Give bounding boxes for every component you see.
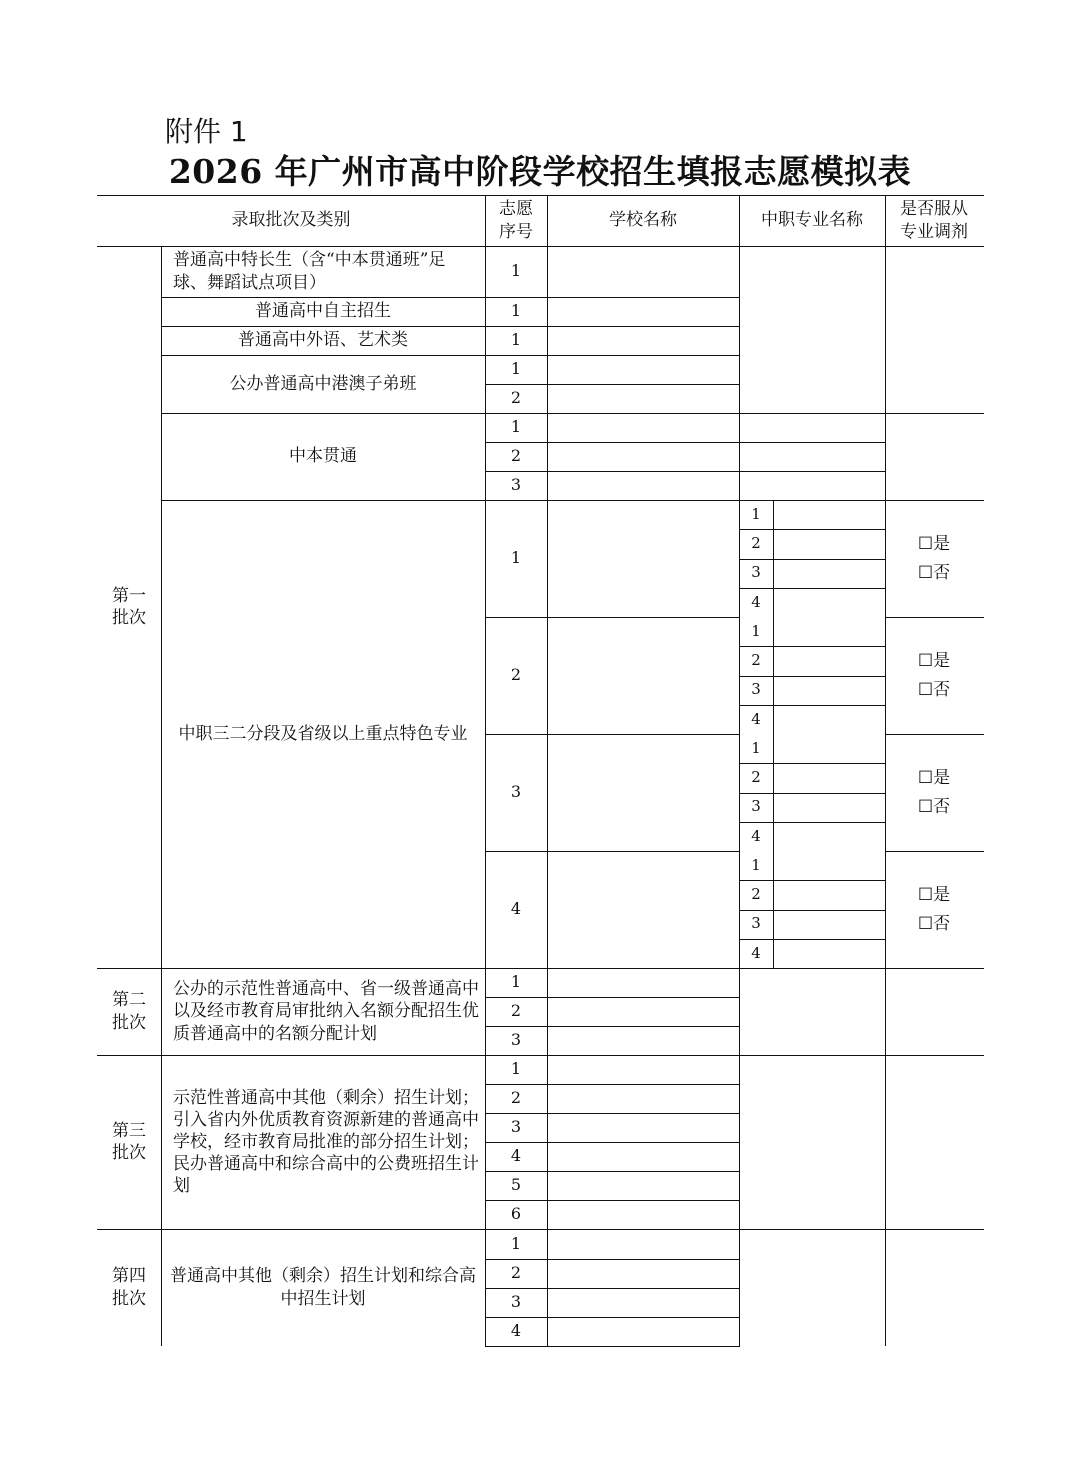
adjust-options <box>885 763 983 823</box>
major-row-line <box>739 413 984 414</box>
adjust-row-line <box>885 617 984 618</box>
major-name-field[interactable] <box>773 822 885 851</box>
batch-second: 第二 批次 <box>112 990 146 1033</box>
major-name-field[interactable] <box>773 646 885 675</box>
major-order-number: 2 <box>751 768 761 787</box>
school-name-field[interactable] <box>547 968 739 997</box>
order-number: 1 <box>510 548 522 568</box>
major-name-field[interactable] <box>773 559 885 588</box>
major-order-number: 2 <box>751 534 761 553</box>
category-language-arts: 普通高中外语、艺术类 <box>238 330 408 351</box>
major-order-number: 4 <box>751 592 761 611</box>
major-order-number: 3 <box>751 797 761 816</box>
major-name-field[interactable] <box>773 500 885 529</box>
batch-fourth: 第四 批次 <box>112 1266 146 1309</box>
school-name-field[interactable] <box>547 1142 739 1171</box>
school-name-field[interactable] <box>547 1259 739 1288</box>
order-number: 4 <box>510 1321 522 1341</box>
school-name-field[interactable] <box>547 1171 739 1200</box>
order-number: 1 <box>510 330 522 350</box>
major-name-field[interactable] <box>773 734 885 763</box>
order-row-line <box>485 1346 740 1347</box>
order-column-right <box>547 246 548 1346</box>
major-order-number: 1 <box>751 504 761 523</box>
major-order-number: 2 <box>751 651 761 670</box>
adjust-no-checkbox[interactable]: ☐否 <box>917 562 951 583</box>
school-name-field[interactable] <box>547 500 739 617</box>
category-remaining-plan: 示范性普通高中其他（剩余）招生计划；引入省内外优质教育资源新建的普通高中学校，经市教育局批准的部分招生计划；民办普通高中和综合高中的公费班招生计划 <box>173 1087 479 1197</box>
major-order-number: 3 <box>751 680 761 699</box>
school-name-field[interactable] <box>547 297 739 326</box>
major-name-field[interactable] <box>773 880 885 909</box>
school-name-field[interactable] <box>547 617 739 734</box>
adjust-options <box>885 880 983 940</box>
order-number: 2 <box>510 388 522 408</box>
school-name-field[interactable] <box>547 246 739 297</box>
order-number: 2 <box>510 1263 522 1283</box>
adjust-yes-checkbox[interactable]: ☐是 <box>917 533 951 554</box>
major-name-field[interactable] <box>773 851 885 880</box>
order-number: 3 <box>510 1030 522 1050</box>
major-order-number: 2 <box>751 885 761 904</box>
school-name-field[interactable] <box>547 413 739 442</box>
adjust-row-line <box>885 734 984 735</box>
major-name-field[interactable] <box>773 793 885 822</box>
batch-first: 第一 批次 <box>112 585 146 628</box>
school-name-field[interactable] <box>547 734 739 851</box>
header-major-name: 中职专业名称 <box>761 210 863 231</box>
order-number: 4 <box>510 899 522 919</box>
major-name-field[interactable] <box>773 705 885 734</box>
adjust-yes-checkbox[interactable]: ☐是 <box>917 767 951 788</box>
adjust-options <box>885 529 983 589</box>
adjust-options <box>885 646 983 706</box>
major-order-number: 1 <box>751 621 761 640</box>
school-name-field[interactable] <box>547 1026 739 1055</box>
header-order: 志愿 序号 <box>499 199 533 242</box>
order-number: 1 <box>510 417 522 437</box>
major-name-field[interactable] <box>773 617 885 646</box>
major-name-field[interactable] <box>773 588 885 617</box>
header-school-name: 学校名称 <box>609 210 677 231</box>
order-number: 1 <box>510 972 522 992</box>
school-name-field[interactable] <box>547 384 739 413</box>
major-order-number: 4 <box>751 826 761 845</box>
order-number: 5 <box>510 1175 522 1195</box>
adjust-no-checkbox[interactable]: ☐否 <box>917 913 951 934</box>
major-order-number: 3 <box>751 563 761 582</box>
major-row-line <box>739 1055 984 1056</box>
school-name-field[interactable] <box>547 1200 739 1229</box>
major-name-field[interactable] <box>773 939 885 968</box>
category-independent-enrollment: 普通高中自主招生 <box>255 301 391 322</box>
order-number: 1 <box>510 261 522 281</box>
order-column-left <box>485 246 486 1346</box>
school-name-field[interactable] <box>547 1055 739 1084</box>
major-order-number: 4 <box>751 709 761 728</box>
major-order-number: 3 <box>751 914 761 933</box>
major-name-field[interactable] <box>773 763 885 792</box>
major-order-number: 4 <box>751 943 761 962</box>
major-row-line <box>739 471 886 472</box>
adjust-no-checkbox[interactable]: ☐否 <box>917 679 951 700</box>
order-number: 1 <box>510 1059 522 1079</box>
major-name-field[interactable] <box>773 676 885 705</box>
adjust-row-line <box>885 851 984 852</box>
adjust-yes-checkbox[interactable]: ☐是 <box>917 650 951 671</box>
order-number: 2 <box>510 1001 522 1021</box>
category-other-remaining: 普通高中其他（剩余）招生计划和综合高中招生计划 <box>170 1266 476 1309</box>
header-adjust: 是否服从 专业调剂 <box>900 199 968 242</box>
school-name-field[interactable] <box>547 1317 739 1346</box>
order-number: 2 <box>510 665 522 685</box>
major-name-field[interactable] <box>773 529 885 558</box>
major-row-line <box>739 1229 984 1230</box>
category-vocational: 中职三二分段及省级以上重点特色专业 <box>178 723 468 744</box>
order-number: 4 <box>510 1146 522 1166</box>
order-number: 2 <box>510 1088 522 1108</box>
page-title: 2026 年广州市高中阶段学校招生填报志愿模拟表 <box>168 152 912 191</box>
school-name-field[interactable] <box>547 1229 739 1259</box>
category-specialty: 普通高中特长生（含“中本贯通班”足球、舞蹈试点项目） <box>173 250 446 293</box>
category-secondary-undergrad: 中本贯通 <box>289 446 357 467</box>
school-name-field[interactable] <box>547 471 739 500</box>
adjust-no-checkbox[interactable]: ☐否 <box>917 796 951 817</box>
category-quota-allocation: 公办的示范性普通高中、省一级普通高中以及经市教育局审批纳入名额分配招生优质普通高中的名额分配计划 <box>173 979 479 1044</box>
order-number: 3 <box>510 1292 522 1312</box>
school-name-field[interactable] <box>547 1084 739 1113</box>
order-number: 1 <box>510 1233 522 1253</box>
school-name-field[interactable] <box>547 851 739 968</box>
order-number: 6 <box>510 1204 522 1224</box>
order-number: 3 <box>510 1117 522 1137</box>
adjust-yes-checkbox[interactable]: ☐是 <box>917 884 951 905</box>
category-hk-macao-class: 公办普通高中港澳子弟班 <box>229 373 417 394</box>
order-number: 2 <box>510 446 522 466</box>
school-name-field[interactable] <box>547 1113 739 1142</box>
school-name-field[interactable] <box>547 355 739 384</box>
order-number: 1 <box>510 359 522 379</box>
header-category: 录取批次及类别 <box>231 210 351 231</box>
order-number: 3 <box>510 475 522 495</box>
batch-third: 第三 批次 <box>112 1120 146 1163</box>
adjust-row-line <box>885 968 984 969</box>
school-name-field[interactable] <box>547 997 739 1026</box>
order-number: 3 <box>510 782 522 802</box>
major-order-number: 1 <box>751 855 761 874</box>
school-name-field[interactable] <box>547 442 739 471</box>
order-number: 1 <box>510 301 522 321</box>
major-name-field[interactable] <box>773 910 885 939</box>
major-order-number: 1 <box>751 738 761 757</box>
school-name-field[interactable] <box>547 1288 739 1317</box>
attachment-label: 附件 1 <box>165 115 248 148</box>
school-name-field[interactable] <box>547 326 739 355</box>
major-row-line <box>739 442 886 443</box>
